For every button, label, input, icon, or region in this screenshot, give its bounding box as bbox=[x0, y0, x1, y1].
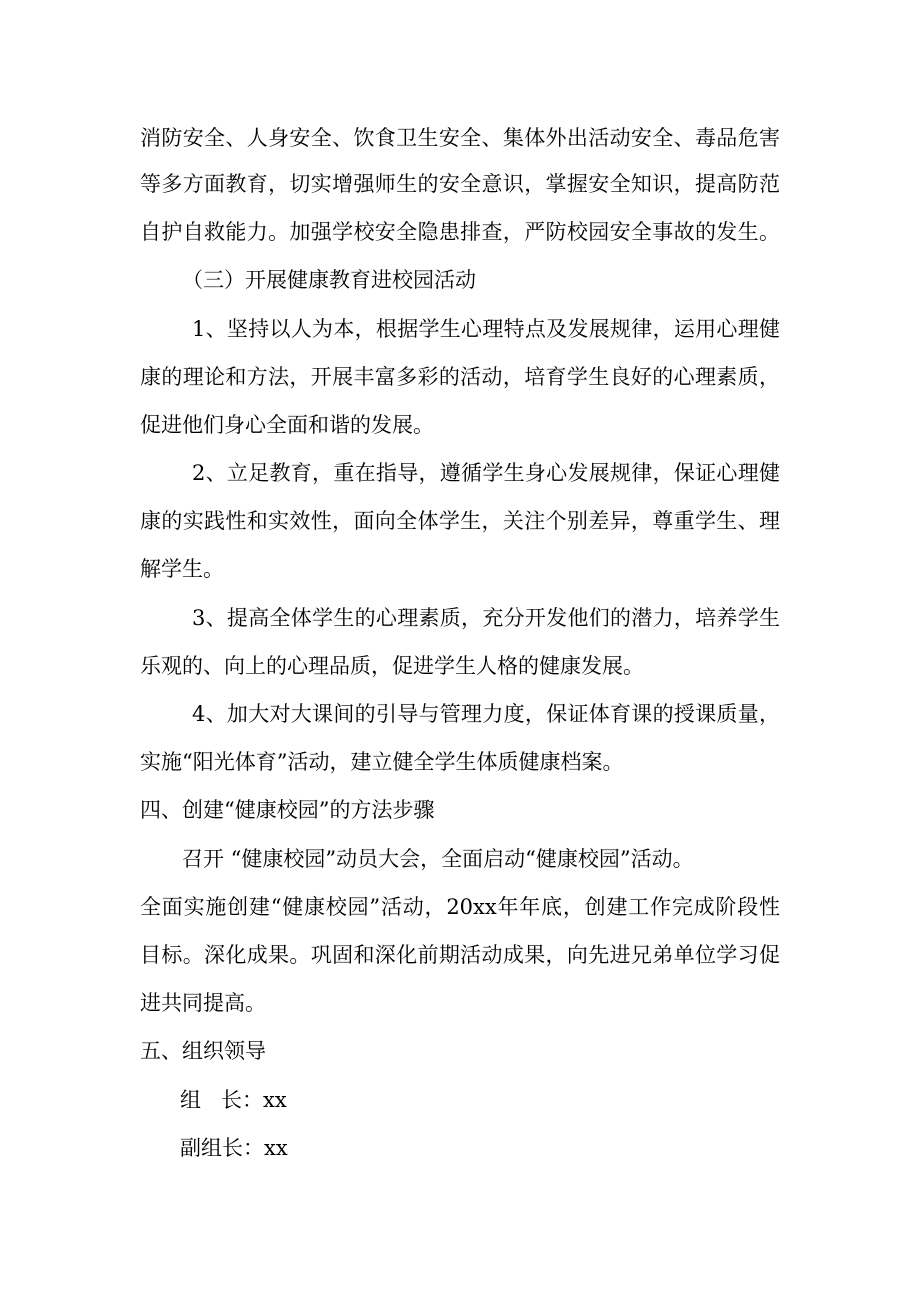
section-heading: （三）开展健康教育进校园活动 bbox=[182, 268, 476, 292]
body-text-line: 消防安全、人身安全、饮食卫生安全、集体外出活动安全、毒品危害 bbox=[140, 126, 780, 150]
body-text-line: 全面实施创建“健康校园”活动，20xx年年底，创建工作完成阶段性 bbox=[140, 895, 780, 919]
list-item-text: 3、提高全体学生的心理素质，充分开发他们的潜力，培养学生 bbox=[192, 606, 780, 630]
body-text-line: 实施“阳光体育”活动，建立健全学生体质健康档案。 bbox=[140, 750, 624, 774]
body-text-line: 召开 “健康校园”动员大会，全面启动“健康校园”活动。 bbox=[182, 847, 694, 871]
list-item-text: 2、立足教育，重在指导，遵循学生身心发展规律，保证心理健 bbox=[192, 461, 780, 485]
body-text-line: 解学生。 bbox=[140, 557, 224, 581]
body-text-line: 自护自救能力。加强学校安全隐患排查，严防校园安全事故的发生。 bbox=[140, 220, 780, 244]
leader-line: 组 长：xx bbox=[180, 1088, 287, 1112]
list-item-text: 1、坚持以人为本，根据学生心理特点及发展规律，运用心理健 bbox=[192, 317, 780, 341]
body-text-line: 康的实践性和实效性，面向全体学生，关注个别差异，尊重学生、理 bbox=[140, 509, 780, 533]
list-item-text: 4、加大对大课间的引导与管理力度，保证体育课的授课质量， bbox=[192, 702, 780, 726]
body-text-line: 目标。深化成果。巩固和深化前期活动成果，向先进兄弟单位学习促 bbox=[140, 943, 780, 967]
deputy-leader-line: 副组长：xx bbox=[180, 1136, 288, 1160]
section-heading: 四、创建“健康校园”的方法步骤 bbox=[140, 798, 435, 822]
section-heading: 五、组织领导 bbox=[140, 1039, 266, 1063]
body-text-line: 进共同提高。 bbox=[140, 991, 266, 1015]
body-text-line: 乐观的、向上的心理品质，促进学生人格的健康发展。 bbox=[140, 654, 644, 678]
body-text-line: 康的理论和方法，开展丰富多彩的活动，培育学生良好的心理素质， bbox=[140, 365, 780, 389]
body-text-line: 促进他们身心全面和谐的发展。 bbox=[140, 413, 434, 437]
body-text-line: 等多方面教育，切实增强师生的安全意识，掌握安全知识，提高防范 bbox=[140, 172, 780, 196]
